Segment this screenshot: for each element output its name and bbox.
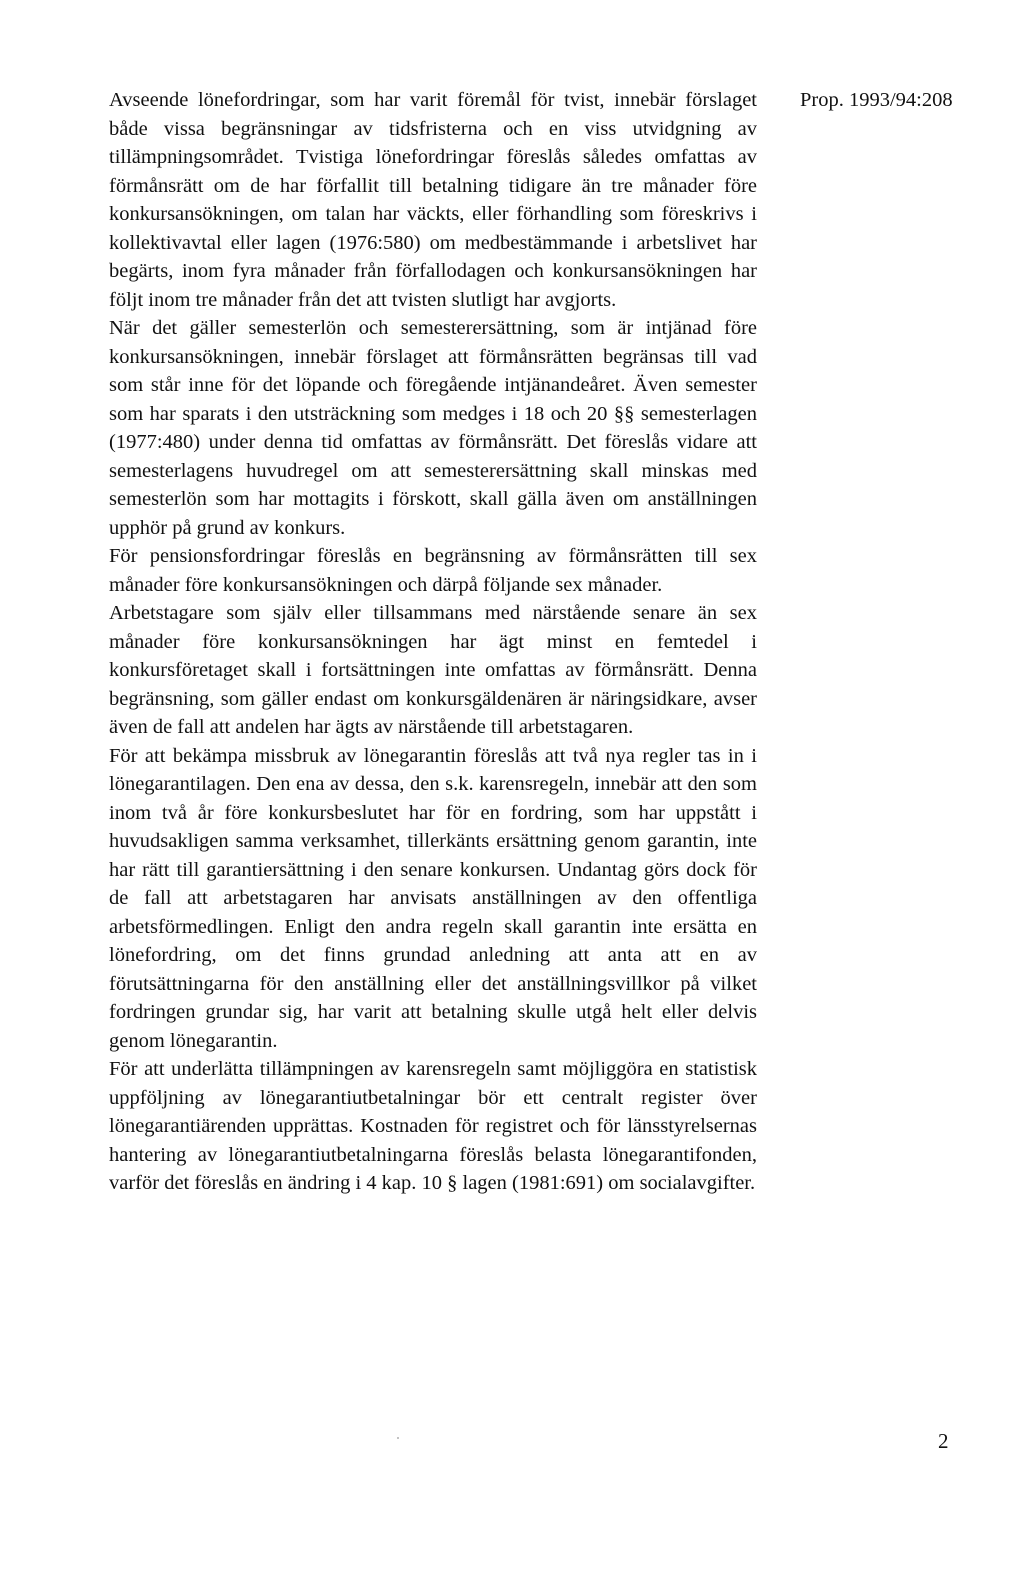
scan-speck xyxy=(397,1437,399,1439)
body-text xyxy=(109,86,757,1198)
paragraph-pensionsfordringar: För pensionsfordringar föreslås en begränsning av förmånsrätten till sex månader före konkursansökningen och därpå följande sex månader. xyxy=(109,545,757,596)
paragraph-centralt-register: För att underlätta tillämpningen av karensregeln samt möjliggöra en statistisk uppföljning av lönegarantiutbetalningar bör ett centralt register över lönegarantiärenden upprättas. Kostnaden för registret och för länsstyrelsernas hantering av lönegarantiutbetalningarna föreslås belasta lönegarantifonden, varför det föreslås en ändring i 4 kap. 10 § lagen (1981:691) om socialavgifter. xyxy=(109,1058,757,1194)
paragraph-semesterlon: När det gäller semesterlön och semesterersättning, som är intjänad före konkursansökningen, innebär förslaget att förmånsrätten begränsas till vad som står inne för det löpande och föregående intjänandeåret. Även semester som har sparats i den utsträckning som medges i 18 och 20 §§ semesterlagen (1977:480) under denna tid omfattas av förmånsrätt. Det föreslås vidare att semesterlagens huvudregel om att semesterersättning skall minskas med semesterlön som har mottagits i förskott, skall gälla även om anställningen upphör på grund av konkurs. xyxy=(109,317,757,539)
page-number: 2 xyxy=(938,1429,949,1453)
paragraph-arbetstagare-agare: Arbetstagare som själv eller tillsammans med närstående senare än sex månader före konkursansökningen har ägt minst en femtedel i konkursföretaget skall i fortsättningen inte omfattas av förmånsrätt. Denna begränsning, som gäller endast om konkursgäldenären är näringsidkare, avser även de fall att andelen har ägts av närstående till arbetstagaren. xyxy=(109,602,757,738)
paragraph-missbruk-lonegaranti: För att bekämpa missbruk av lönegarantin föreslås att två nya regler tas in i lönegarantilagen. Den ena av dessa, den s.k. karensregeln, innebär att den som inom två år före konkursbeslutet har för en fordring, som har uppstått i huvudsakligen samma verksamhet, tillerkänts ersättning genom garantin, inte har rätt till garantiersättning i den senare konkursen. Undantag görs dock för de fall att arbetstagaren har anvisats anställningen av den offentliga arbetsförmedlingen. Enligt den andra regeln skall garantin inte ersätta en lönefordring, om det finns grundad anledning att anta att en av förutsättningarna för den anställning eller det anställningsvillkor på vilket fordringen grundar sig, har varit att betalning skulle utgå helt eller delvis genom lönegarantin. xyxy=(109,744,757,1052)
paragraph-tvistiga-lonefordringar: Avseende lönefordringar, som har varit föremål för tvist, innebär förslaget både vissa begränsningar av tidsfristerna och en viss utvidgning av tillämpningsområdet. Tvistiga lönefordringar föreslås således omfattas av förmånsrätt om de har förfallit till betalning tidigare än tre månader före konkursansökningen, om talan har väckts, eller förhandling som föreskrivs i kollektivavtal eller lagen (1976:580) om medbestämmande i arbetslivet har begärts, inom fyra månader från förfallodagen och konkursansökningen har följt inom tre månader från det att tvisten slutligt har avgjorts. xyxy=(109,89,757,311)
proposition-reference: Prop. 1993/94:208 xyxy=(800,89,953,111)
